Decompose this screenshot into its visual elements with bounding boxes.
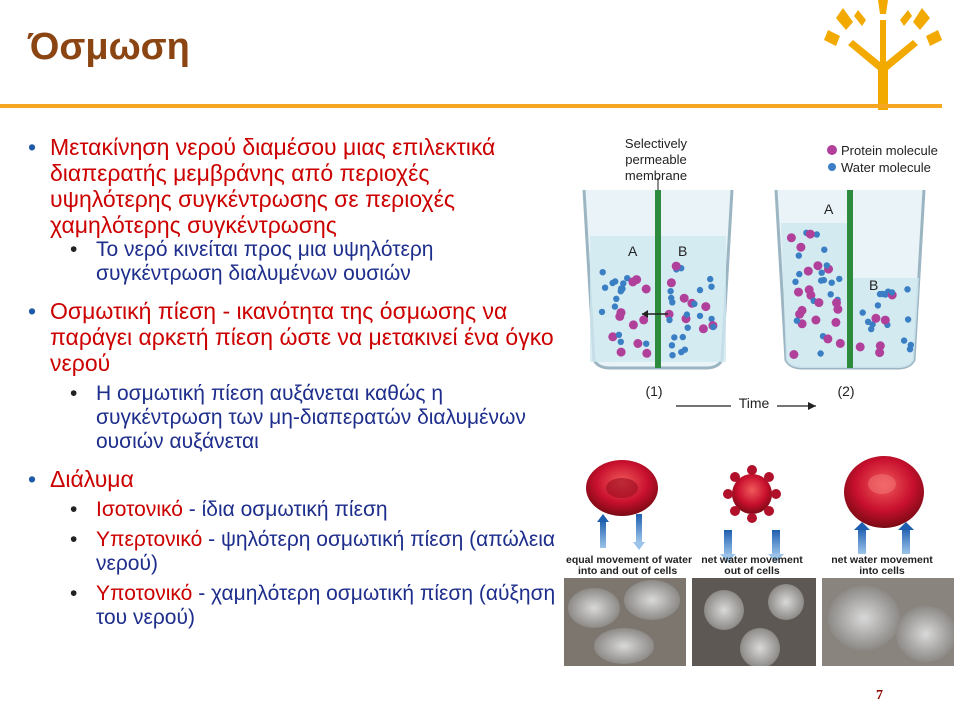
water-molecule [691, 301, 697, 307]
protein-molecule [632, 275, 641, 284]
hypertonic-caption-1: net water movement [701, 554, 803, 566]
water-molecule [612, 278, 618, 284]
water-molecule [817, 350, 823, 356]
water-molecule [819, 270, 825, 276]
isotonic-cell [586, 460, 658, 550]
protein-molecule [798, 306, 807, 315]
beaker-1-side-a: A [628, 243, 638, 259]
water-molecule [618, 288, 624, 294]
protein-molecule [813, 261, 822, 270]
water-molecule [836, 276, 842, 282]
beaker-1-side-b: B [678, 243, 688, 259]
term-hypertonic: Υπερτονικό [96, 528, 203, 551]
water-molecule [792, 279, 798, 285]
bullet-list [26, 134, 556, 630]
water-molecule [599, 309, 605, 315]
time-label: Time [738, 395, 770, 411]
water-molecule [860, 309, 866, 315]
protein-molecule [875, 348, 884, 357]
water-molecule [669, 299, 675, 305]
protein-molecule [617, 348, 626, 357]
protein-molecule [667, 278, 676, 287]
water-molecule [818, 277, 824, 283]
title-rule [0, 104, 942, 108]
bullet-solutions: • Διάλυμα [26, 466, 556, 492]
membrane-2 [847, 190, 853, 368]
water-molecule [643, 341, 649, 347]
term-osmotic-pressure: Οσμωτική πίεση [50, 298, 217, 324]
water-molecule [708, 284, 714, 290]
step-1-label: (1) [645, 383, 663, 399]
protein-molecule [881, 316, 890, 325]
beaker-2-side-b: B [869, 277, 879, 293]
sub-bullet-hypotonic: • Υποτονικό - χαμηλότερη οσμωτική πίεση (αύξηση του νερού) [26, 582, 556, 630]
red-blood-cell-figure [564, 450, 954, 666]
water-molecule [618, 339, 624, 345]
water-molecule [602, 285, 608, 291]
water-molecule [708, 316, 714, 322]
water-molecule [616, 332, 622, 338]
membrane-label-3: membrane [624, 168, 688, 183]
protein-molecule [823, 334, 832, 343]
water-molecule [904, 286, 910, 292]
sub-bullet-isotonic: • Ισοτονικό - ίδια οσμωτική πίεση [26, 498, 556, 522]
water-molecule [666, 317, 672, 323]
membrane-1 [655, 190, 661, 368]
membrane-label-2: permeable [625, 152, 687, 167]
protein-molecule [804, 267, 813, 276]
hypotonic-micrograph [822, 578, 954, 666]
protein-molecule [871, 314, 880, 323]
protein-molecule [806, 230, 815, 239]
protein-molecule [787, 233, 796, 242]
water-molecule [671, 334, 677, 340]
protein-molecule [833, 305, 842, 314]
protein-molecule [633, 339, 642, 348]
water-molecule [710, 324, 716, 330]
water-molecule [794, 318, 800, 324]
membrane-label-1: Selectively [624, 136, 688, 151]
protein-molecule [836, 339, 845, 348]
bullet-osmotic-pressure [26, 298, 556, 376]
protein-molecule [789, 350, 798, 359]
osmotic-pressure-definition: - ικανότητα της όσμωσης να παράγει αρκετή πίεση ώστε να μετακινεί ένα όγκο νερού [50, 298, 554, 376]
step-2-label: (2) [837, 383, 855, 399]
protein-molecule [642, 285, 651, 294]
protein-molecule [831, 318, 840, 327]
protein-molecule [701, 302, 710, 311]
water-molecule [824, 262, 830, 268]
isotonic-caption-1: equal movement of water [566, 554, 693, 566]
water-molecule [829, 280, 835, 286]
page-number: 7 [876, 688, 883, 703]
hypertonic-caption-2: out of cells [724, 565, 780, 577]
water-molecule [907, 346, 913, 352]
protein-molecule [796, 243, 805, 252]
water-molecule [697, 287, 703, 293]
water-molecule [821, 247, 827, 253]
water-molecule [796, 252, 802, 258]
legend-water-icon [828, 163, 836, 171]
protein-molecule [699, 324, 708, 333]
water-molecule [612, 303, 618, 309]
protein-molecule [629, 320, 638, 329]
hypertonic-micrograph [692, 578, 816, 666]
hypotonic-caption-2: into cells [859, 565, 905, 577]
water-molecule [868, 326, 874, 332]
protein-molecule [615, 312, 624, 321]
water-molecule [828, 291, 834, 297]
water-molecule [707, 276, 713, 282]
water-molecule [889, 289, 895, 295]
isotonic-caption-2: into and out of cells [578, 565, 678, 577]
protein-molecule [814, 298, 823, 307]
water-molecule [905, 316, 911, 322]
protein-molecule [811, 316, 820, 325]
water-molecule [796, 271, 802, 277]
sub-bullet-hypertonic: • Υπερτονικό - ψηλότερη οσμωτική πίεση (απώλεια νερού) [26, 528, 556, 576]
beaker-1 [584, 178, 732, 368]
legend-water-label: Water molecule [841, 160, 931, 175]
water-molecule [680, 334, 686, 340]
sub-bullet-pressure-increase: • Η οσμωτική πίεση αυξάνεται καθώς η συγκέντρωση των μη-διαπερατών διαλυμένων ουσιών αυξάνεται [26, 382, 556, 454]
water-molecule [684, 311, 690, 317]
osmosis-beaker-figure [576, 128, 960, 428]
page-title: Όσμωση [28, 26, 190, 68]
legend-protein-icon [827, 145, 837, 155]
hypotonic-cell [844, 456, 924, 554]
water-molecule [901, 337, 907, 343]
water-molecule [669, 342, 675, 348]
sub-bullet-water-movement: • Το νερό κινείται προς μια υψηλότερη συγκέντρωση διαλυμένων ουσιών [26, 238, 556, 286]
water-molecule [600, 269, 606, 275]
term-isotonic: Ισοτονικό [96, 498, 183, 521]
protein-molecule [642, 349, 651, 358]
legend-protein-label: Protein molecule [841, 143, 938, 158]
university-logo [818, 0, 948, 110]
water-molecule [875, 302, 881, 308]
beaker-2-side-a: A [824, 201, 834, 217]
water-molecule [697, 313, 703, 319]
protein-molecule [856, 342, 865, 351]
protein-molecule [680, 294, 689, 303]
water-molecule [685, 325, 691, 331]
water-molecule [613, 296, 619, 302]
bullet-osmosis-definition: • Μετακίνηση νερού διαμέσου μιας επιλεκτικά διαπερατής μεμβράνης από περιοχές υψηλότερης συγκέντρωσης σε περιοχές χαμηλότερης συγκέντρωσης [26, 134, 556, 238]
hypertonic-cell [720, 465, 784, 562]
water-molecule [669, 352, 675, 358]
water-molecule [667, 288, 673, 294]
protein-molecule [672, 262, 681, 271]
hypotonic-caption-1: net water movement [831, 554, 933, 566]
water-molecule [682, 347, 688, 353]
isotonic-micrograph [564, 578, 686, 666]
term-hypotonic: Υποτονικό [96, 582, 193, 605]
protein-molecule [794, 288, 803, 297]
